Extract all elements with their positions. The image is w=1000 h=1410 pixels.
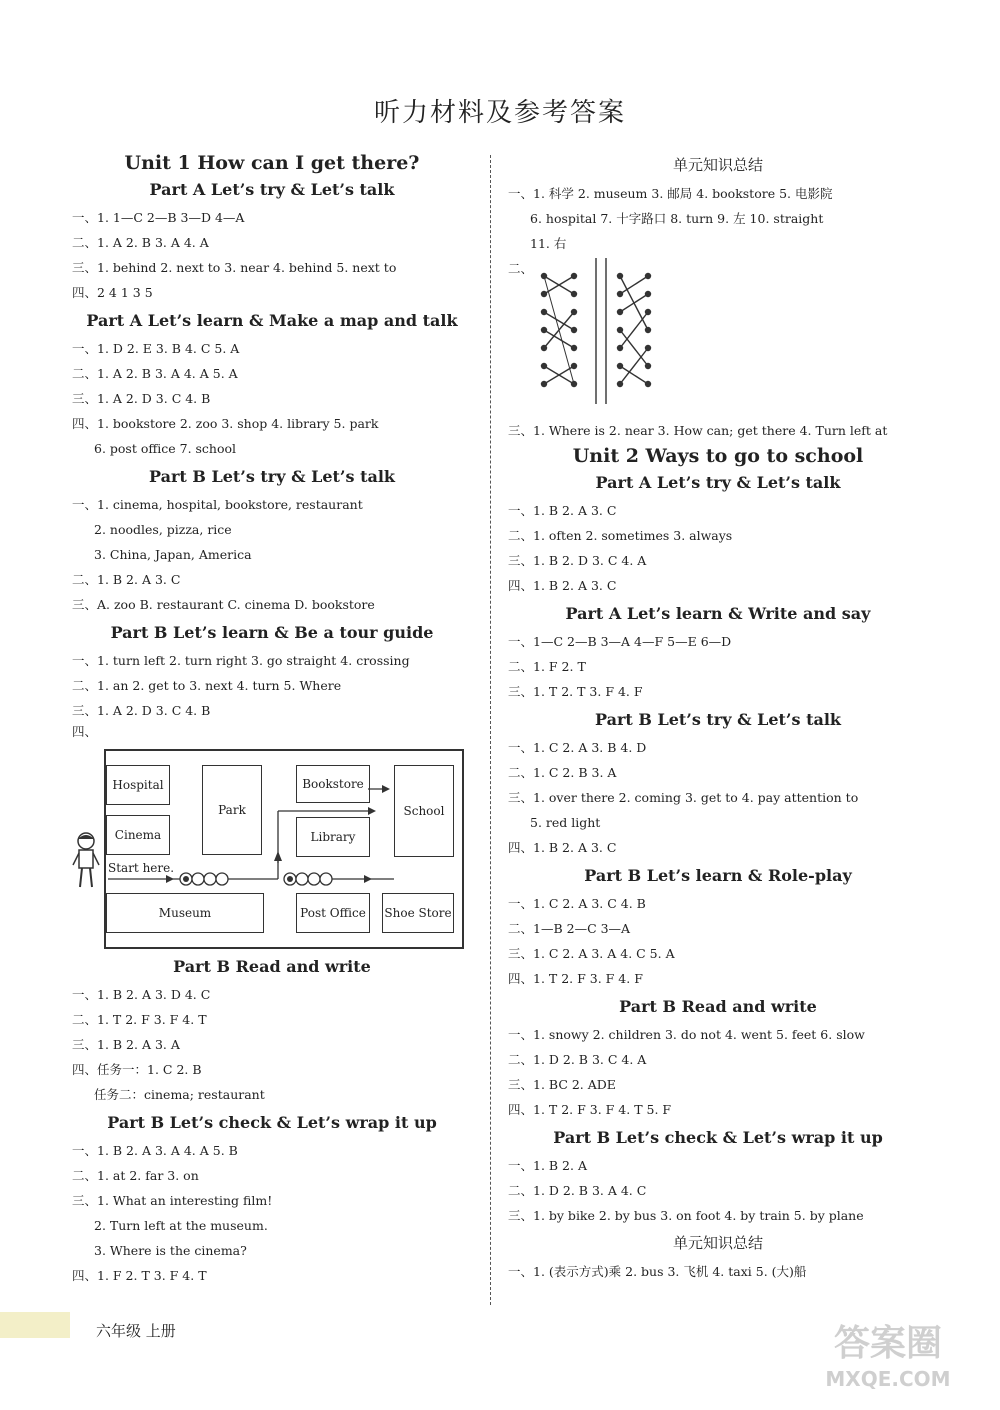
- answer-line: 5. red light: [530, 815, 601, 830]
- answer-line: 三、1. What an interesting film!: [72, 1193, 273, 1208]
- answer-line: 三、1. B 2. A 3. A: [72, 1037, 180, 1052]
- answer-line: 二、1. A 2. B 3. A 4. A: [72, 235, 209, 250]
- answer-line: 6. post office 7. school: [94, 441, 237, 456]
- answer-line: 三、1. over there 2. coming 3. get to 4. pay attention to: [508, 790, 859, 805]
- section-heading: Part B Read and write: [173, 957, 371, 976]
- map-start-label: Start here.: [108, 861, 175, 875]
- answer-line: 一、1—C 2—B 3—A 4—F 5—E 6—D: [508, 634, 732, 649]
- answer-line: 一、1. C 2. A 3. C 4. B: [508, 896, 646, 911]
- answer-line: 三、1. A 2. D 3. C 4. B: [72, 391, 211, 406]
- answer-line: 三、1. T 2. T 3. F 4. F: [508, 684, 643, 699]
- answer-line: 二、1. A 2. B 3. A 4. A 5. A: [72, 366, 238, 381]
- answer-line: 一、1. B 2. A 3. D 4. C: [72, 987, 211, 1002]
- answer-line: 二、1—B 2—C 3—A: [508, 921, 631, 936]
- section-heading: Part B Read and write: [619, 997, 817, 1016]
- section-heading: Part B Let’s learn & Be a tour guide: [110, 623, 434, 642]
- watermark-bottom: MXQE.COM: [825, 1367, 951, 1391]
- section-heading: Part A Let’s learn & Make a map and talk: [86, 311, 458, 330]
- corner-decoration: [0, 1312, 70, 1338]
- right-column: [508, 150, 928, 1284]
- left-column: [72, 150, 472, 1288]
- answer-line: 6. hospital 7. 十字路口 8. turn 9. 左 10. straight: [530, 211, 824, 226]
- matching-diagram: [508, 256, 928, 418]
- answer-line: 2. Turn left at the museum.: [94, 1218, 268, 1233]
- map-museum: Museum: [106, 893, 264, 933]
- answer-line: 一、1. snowy 2. children 3. do not 4. went 5. feet 6. slow: [508, 1027, 865, 1042]
- answer-line: 二、1. D 2. B 3. A 4. C: [508, 1183, 647, 1198]
- answer-line: 一、1. B 2. A 3. A 4. A 5. B: [72, 1143, 238, 1158]
- answer-line: 2. noodles, pizza, rice: [94, 522, 232, 537]
- section-heading: Part A Let’s try & Let’s talk: [595, 473, 841, 492]
- watermark-top: 答案圈: [833, 1323, 942, 1364]
- answer-line: 11. 右: [530, 236, 567, 251]
- answer-line: 四、1. bookstore 2. zoo 3. shop 4. library 5. park: [72, 416, 379, 431]
- answer-line: 二、1. an 2. get to 3. next 4. turn 5. Where: [72, 678, 342, 693]
- page-title: 听力材料及参考答案: [373, 98, 626, 128]
- route-arrows: [106, 751, 462, 947]
- summary-heading: 单元知识总结: [672, 1234, 763, 1252]
- answer-line: 一、1. C 2. A 3. B 4. D: [508, 740, 647, 755]
- section-heading: Part B Let’s try & Let’s talk: [594, 710, 841, 729]
- route-map: [104, 749, 464, 949]
- answer-line: 四、: [72, 724, 98, 739]
- answer-line: 二、1. B 2. A 3. C: [72, 572, 181, 587]
- answer-line: 二、1. F 2. T: [508, 659, 586, 674]
- answer-line: 3. China, Japan, America: [94, 547, 252, 562]
- answer-line: 三、A. zoo B. restaurant C. cinema D. bookstore: [72, 597, 375, 612]
- answer-line: 四、1. T 2. F 3. F 4. F: [508, 971, 643, 986]
- map-hospital: Hospital: [106, 765, 170, 805]
- map-post-office: Post Office: [296, 893, 370, 933]
- unit2-title: Unit 2 Ways to go to school: [572, 445, 864, 467]
- footer-grade: 六年级 上册: [96, 1322, 176, 1340]
- answer-line: 三、1. A 2. D 3. C 4. B: [72, 703, 211, 718]
- answer-line: 三、1. B 2. D 3. C 4. A: [508, 553, 647, 568]
- answer-line: 三、1. behind 2. next to 3. near 4. behind 5. next to: [72, 260, 397, 275]
- map-library: Library: [296, 817, 370, 857]
- answer-line: 一、1. (表示方式)乘 2. bus 3. 飞机 4. taxi 5. (大)船: [508, 1264, 807, 1279]
- answer-line: 四、2 4 1 3 5: [72, 285, 153, 300]
- answer-line: 二、1. D 2. B 3. C 4. A: [508, 1052, 647, 1067]
- answer-line: 三、1. Where is 2. near 3. How can; get there 4. Turn left at: [508, 423, 888, 438]
- answer-line: 任务二：cinema; restaurant: [94, 1087, 265, 1102]
- map-bookstore: Bookstore: [296, 765, 370, 803]
- matching-lines: [534, 256, 664, 416]
- answer-line: 二、1. T 2. F 3. F 4. T: [72, 1012, 207, 1027]
- map-school: School: [394, 765, 454, 857]
- map-shoe-store: Shoe Store: [382, 893, 454, 933]
- map-park: Park: [202, 765, 262, 855]
- answer-line: 三、1. C 2. A 3. A 4. C 5. A: [508, 946, 675, 961]
- answer-line: 一、1. D 2. E 3. B 4. C 5. A: [72, 341, 240, 356]
- answer-line: 一、1. 1—C 2—B 3—D 4—A: [72, 210, 245, 225]
- answer-line: 四、1. F 2. T 3. F 4. T: [72, 1268, 207, 1283]
- answer-line: 三、1. BC 2. ADE: [508, 1077, 616, 1092]
- section-heading: Part A Let’s learn & Write and say: [565, 604, 871, 623]
- answer-line: 3. Where is the cinema?: [94, 1243, 247, 1258]
- answer-line: 一、1. turn left 2. turn right 3. go straight 4. crossing: [72, 653, 410, 668]
- unit1-title: Unit 1 How can I get there?: [124, 152, 420, 174]
- section-heading: Part B Let’s try & Let’s talk: [148, 467, 395, 486]
- section-heading: Part B Let’s check & Let’s wrap it up: [107, 1113, 437, 1132]
- answer-line: 三、1. by bike 2. by bus 3. on foot 4. by train 5. by plane: [508, 1208, 864, 1223]
- section-heading: Part B Let’s check & Let’s wrap it up: [553, 1128, 883, 1147]
- answer-line: 四、1. T 2. F 3. F 4. T 5. F: [508, 1102, 672, 1117]
- section-heading: Part A Let’s try & Let’s talk: [149, 180, 395, 199]
- answer-line: 四、1. B 2. A 3. C: [508, 840, 617, 855]
- section-heading: Part B Let’s learn & Role-play: [584, 866, 852, 885]
- watermark-logo: [798, 1322, 978, 1404]
- column-divider: [490, 155, 491, 1305]
- answer-line: 四、1. B 2. A 3. C: [508, 578, 617, 593]
- answer-line: 四、任务一：1. C 2. B: [72, 1062, 202, 1077]
- summary-heading: 单元知识总结: [672, 156, 763, 174]
- map-cinema: Cinema: [106, 815, 170, 855]
- answer-line: 一、1. cinema, hospital, bookstore, restaurant: [72, 497, 363, 512]
- answer-line: 一、1. 科学 2. museum 3. 邮局 4. bookstore 5. 电影院: [508, 186, 833, 201]
- answer-line: 二、: [508, 261, 534, 276]
- answer-line: 一、1. B 2. A 3. C: [508, 503, 617, 518]
- answer-line: 一、1. B 2. A: [508, 1158, 587, 1173]
- answer-line: 二、1. often 2. sometimes 3. always: [508, 528, 733, 543]
- answer-line: 二、1. C 2. B 3. A: [508, 765, 617, 780]
- answer-line: 二、1. at 2. far 3. on: [72, 1168, 199, 1183]
- boy-illustration: [72, 831, 100, 891]
